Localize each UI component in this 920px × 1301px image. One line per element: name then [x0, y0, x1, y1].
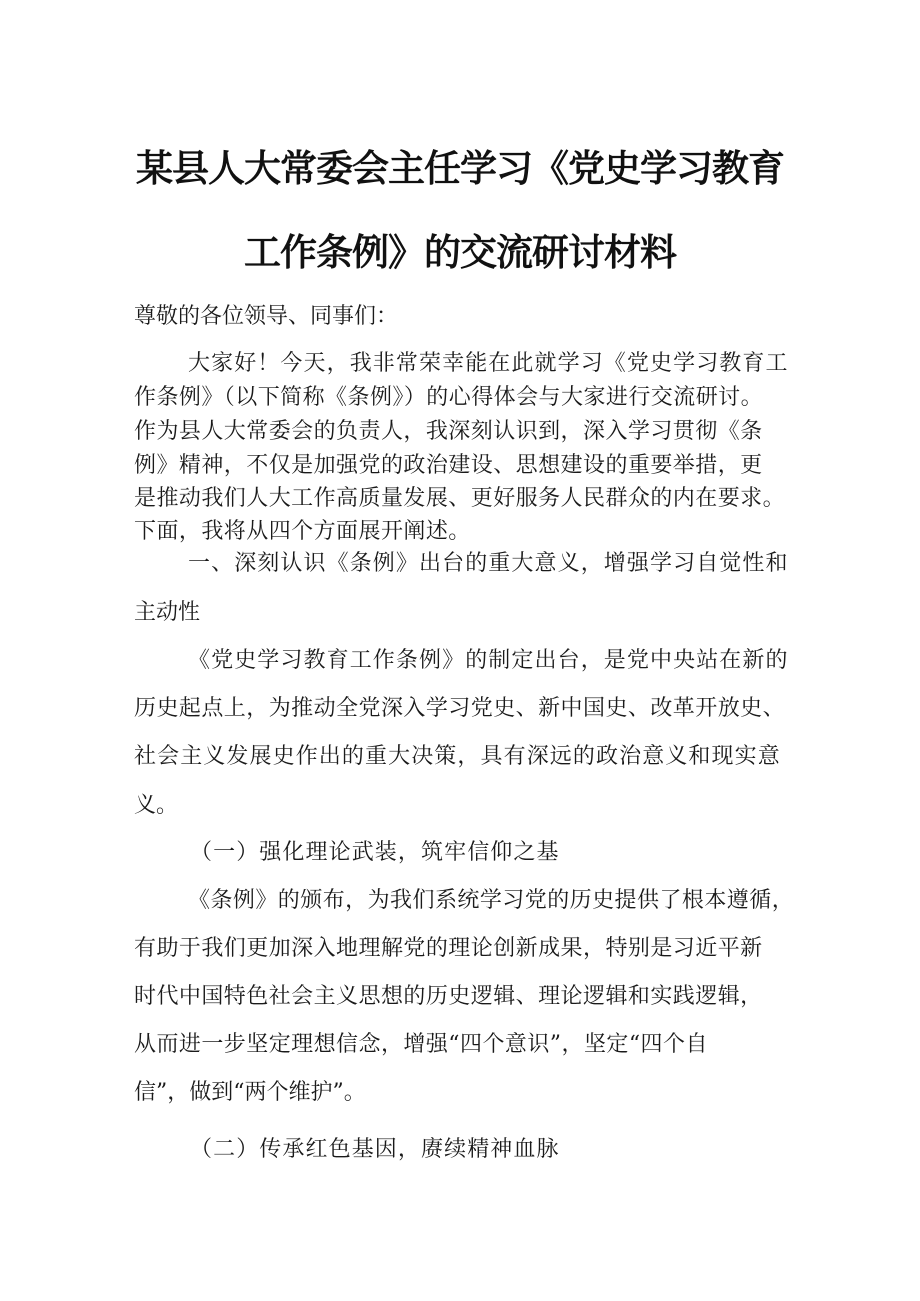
salutation: 尊敬的各位领导、同事们： — [134, 304, 399, 329]
section-body-line: 义。 — [134, 793, 179, 818]
subsection-body-line: 时代中国特色社会主义思想的历史逻辑、理论逻辑和实践逻辑， — [134, 984, 763, 1009]
subsection-body-line: 《条例》的颁布，为我们系统学习党的历史提供了根本遵循， — [188, 888, 795, 913]
subsection-heading: （二）传承红色基因，赓续精神血脉 — [190, 1137, 560, 1162]
intro-line: 例》精神，不仅是加强党的政治建设、思想建设的重要举措，更 — [134, 453, 763, 478]
section-heading: 主动性 — [134, 600, 201, 625]
section-heading: 一、深刻认识《条例》出台的重大意义，增强学习自觉性和 — [188, 551, 789, 576]
document-title-line-2: 工作条例》的交流研讨材料 — [244, 231, 676, 274]
intro-line: 作为县人大常委会的负责人，我深刻认识到，深入学习贯彻《条 — [134, 419, 763, 444]
section-body-line: 社会主义发展史作出的重大决策，具有深远的政治意义和现实意 — [134, 744, 781, 769]
section-body-line: 历史起点上，为推动全党深入学习党史、新中国史、改革开放史、 — [134, 696, 786, 721]
intro-line: 大家好！今天，我非常荣幸能在此就学习《党史学习教育工 — [188, 351, 789, 376]
section-body-line: 《党史学习教育工作条例》的制定出台，是党中央站在新的 — [188, 648, 789, 673]
intro-line: 下面，我将从四个方面展开阐述。 — [134, 519, 471, 544]
intro-line: 是推动我们人大工作高质量发展、更好服务人民群众的内在要求。 — [134, 486, 786, 511]
intro-line: 作条例》（以下简称《条例》）的心得体会与大家进行交流研讨。 — [134, 385, 764, 410]
subsection-heading: （一）强化理论武装，筑牢信仰之基 — [190, 840, 560, 865]
subsection-body-line: 信”，做到“两个维护”。 — [134, 1080, 366, 1105]
document-title-line-1: 某县人大常委会主任学习《党史学习教育 — [136, 147, 784, 190]
subsection-body-line: 从而进一步坚定理想信念，增强“四个意识”，坚定“四个自 — [134, 1032, 708, 1057]
subsection-body-line: 有助于我们更加深入地理解党的理论创新成果，特别是习近平新 — [134, 936, 763, 961]
